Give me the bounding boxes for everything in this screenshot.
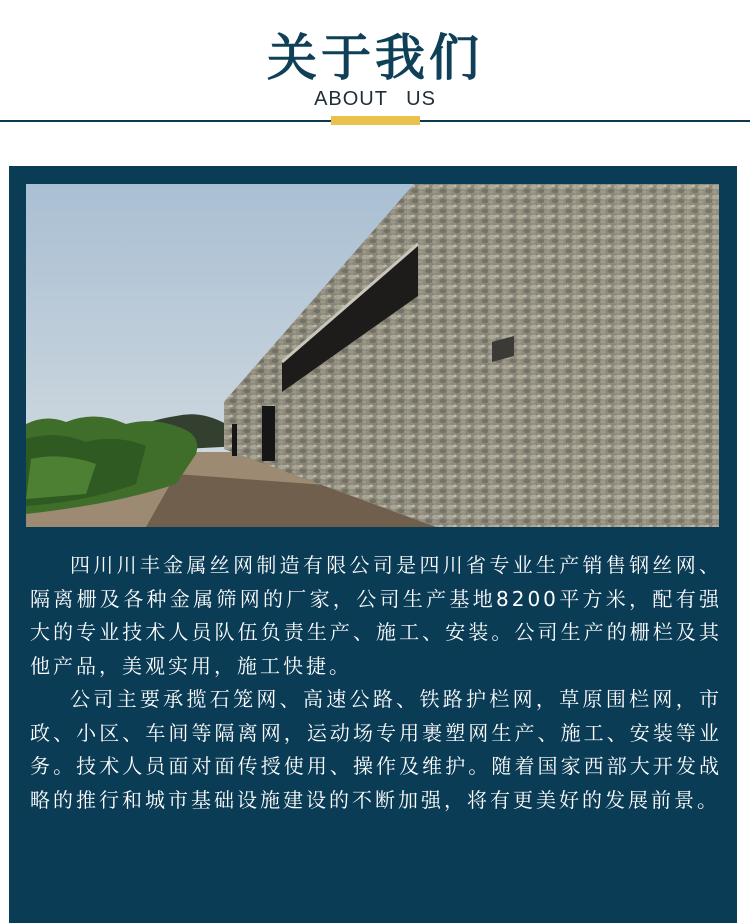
about-panel [9, 166, 737, 923]
title-accent-bar [331, 116, 420, 125]
about-paragraph-1: 四川川丰金属丝网制造有限公司是四川省专业生产销售钢丝网、隔离栅及各种金属筛网的厂家，公司生产基地8200平方米，配有强大的专业技术人员队伍负责生产、施工、安装。公司生产的栅栏及其他产品，美观实用，施工快捷。 [30, 553, 722, 678]
about-paragraph-2: 公司主要承揽石笼网、高速公路、铁路护栏网，草原围栏网，市政、小区、车间等隔离网，运动场专用裹塑网生产、施工、安装等业务。技术人员面对面传授使用、操作及维护。随着国家西部大开发战略的推行和城市基础设施建设的不断加强，将有更美好的发展前景。 [30, 687, 722, 812]
page-subtitle: ABOUT US [314, 88, 436, 110]
page-title: 关于我们 [267, 29, 483, 87]
page-header [0, 0, 750, 124]
gabion-wall-photo [26, 184, 719, 527]
about-text [30, 549, 722, 817]
